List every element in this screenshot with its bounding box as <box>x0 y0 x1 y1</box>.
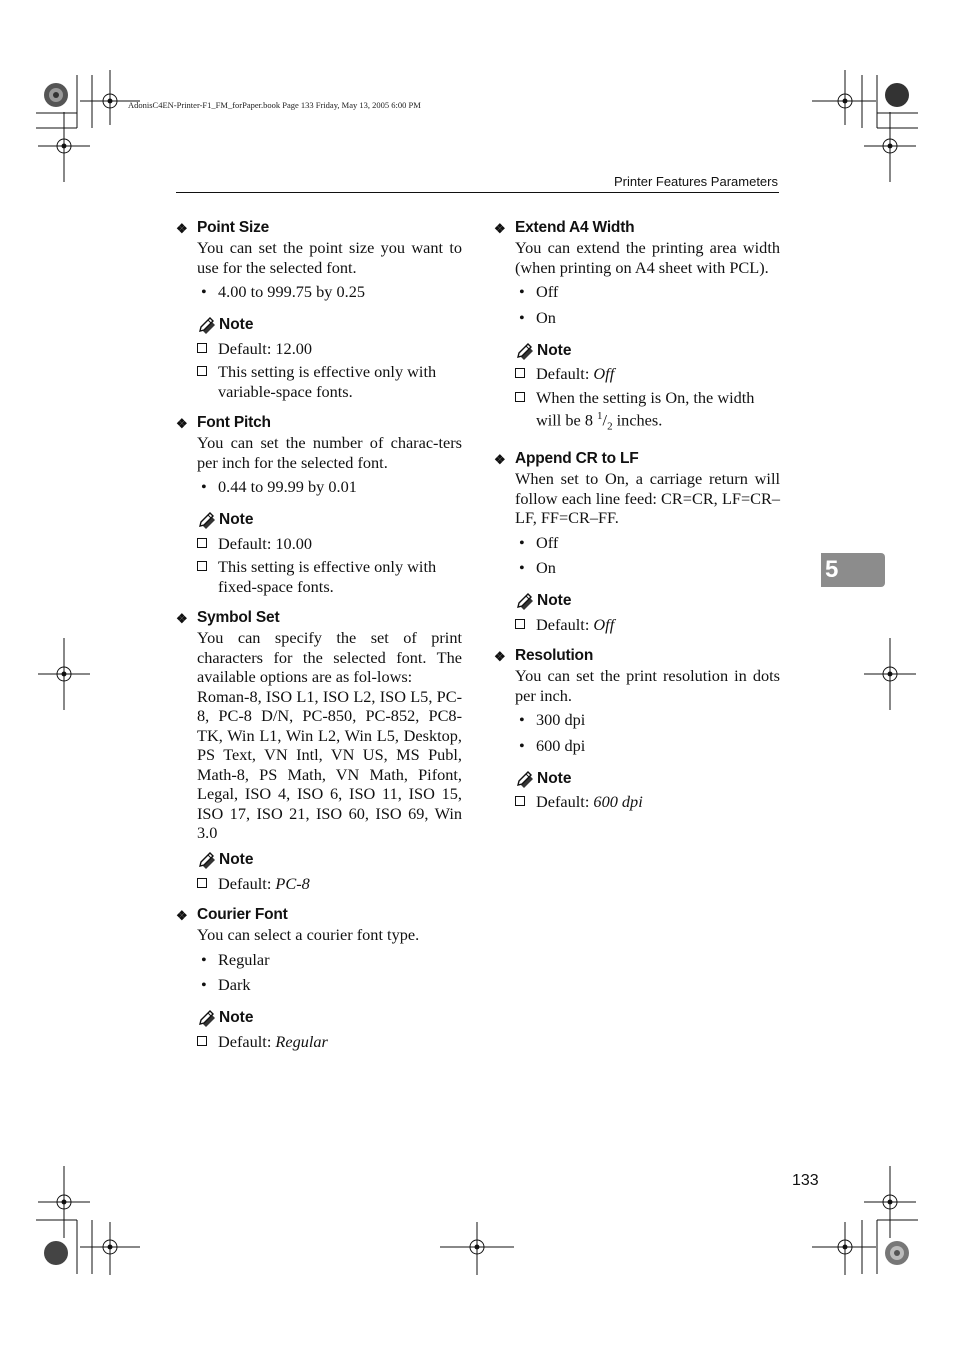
checkbox-icon <box>515 368 525 378</box>
section-description: You can set the print resolution in dots per inch. <box>515 666 780 705</box>
note-text: When the setting is On, the width will be 8 <box>536 387 755 430</box>
option-list <box>197 950 462 1001</box>
pencil-note-icon <box>197 316 219 334</box>
note-item <box>515 615 780 635</box>
note-item <box>197 339 462 359</box>
pencil-note-icon <box>197 1009 219 1027</box>
note-heading <box>197 316 462 335</box>
pencil-note-icon <box>515 342 537 360</box>
fraction-slash: / <box>602 410 608 430</box>
option-item: • Off <box>515 282 780 308</box>
option-item: • 0.44 to 99.99 by 0.01 <box>197 477 462 503</box>
note-block <box>197 511 462 597</box>
parameter-section <box>494 218 780 437</box>
checkbox-icon <box>197 878 207 888</box>
option-item: • Dark <box>197 975 462 1001</box>
diamond-bullet-icon: ❖ <box>494 648 506 664</box>
diamond-bullet-icon: ❖ <box>176 415 188 431</box>
section-heading <box>176 608 462 628</box>
option-item: • Regular <box>197 950 462 976</box>
option-list <box>515 282 780 333</box>
diamond-bullet-icon: ❖ <box>176 220 188 236</box>
note-heading <box>197 1009 462 1028</box>
note-text: Default: <box>536 614 594 634</box>
option-list <box>197 282 462 308</box>
note-item <box>197 1032 462 1052</box>
symbol-set-list: Roman-8, ISO L1, ISO L2, ISO L5, PC-8, PC-8 D/N, PC-850, PC-852, PC8-TK, Win L1, Win L2, Win L5, Desktop, PS Text, VN Intl, VN US, MS Publ, Math-8, PS Math, VN Math, Pifont, Legal, ISO 4, ISO 6, ISO 11, ISO 15, ISO 17, ISO 21, ISO 60, ISO 69, Win 3.0 <box>197 686 462 842</box>
page-number: 133 <box>792 1172 819 1189</box>
note-text: Default: <box>218 1031 276 1051</box>
section-heading <box>176 218 462 238</box>
option-item: • On <box>515 558 780 584</box>
option-item: • 4.00 to 999.75 by 0.25 <box>197 282 462 308</box>
section-heading <box>494 218 780 238</box>
note-block <box>515 769 780 812</box>
chapter-tab: 5 <box>821 553 885 587</box>
section-description: You can set the point size you want to use for the selected font. <box>197 238 462 277</box>
note-item <box>197 557 462 596</box>
checkbox-icon <box>515 619 525 629</box>
parameter-section <box>494 449 780 634</box>
left-column <box>176 218 462 1063</box>
note-item <box>515 792 780 812</box>
section-title: Font Pitch <box>197 414 271 431</box>
note-label: Note <box>219 316 254 333</box>
default-value: PC-8 <box>275 873 310 893</box>
note-heading <box>197 511 462 530</box>
note-label: Note <box>219 1009 254 1026</box>
section-description: You can extend the printing area width (when printing on A4 sheet with PCL). <box>515 238 780 277</box>
option-list <box>515 710 780 761</box>
parameter-section <box>494 646 780 812</box>
note-text: This setting is effective only with fixed-space fonts. <box>218 557 437 596</box>
checkbox-icon <box>197 366 207 376</box>
default-value: 600 dpi <box>593 792 643 812</box>
checkbox-icon <box>197 1036 207 1046</box>
note-label: Note <box>537 341 572 359</box>
note-label: Note <box>537 769 572 787</box>
default-value: Off <box>593 364 615 383</box>
section-title: Point Size <box>197 219 270 236</box>
section-heading <box>494 449 780 469</box>
checkbox-icon <box>515 392 525 402</box>
note-text-suffix: inches. <box>612 410 663 430</box>
section-description: When set to On, a carriage return will follow each line feed: CR=CR, LF=CR–LF, FF=CR–FF. <box>515 469 780 528</box>
note-block <box>515 592 780 635</box>
fraction-denominator: 2 <box>607 420 613 433</box>
parameter-section <box>176 905 462 1051</box>
fraction-numerator: 1 <box>597 410 603 422</box>
pencil-note-icon <box>515 592 537 610</box>
diamond-bullet-icon: ❖ <box>176 907 188 923</box>
option-list <box>515 533 780 584</box>
section-title: Courier Font <box>197 906 288 923</box>
note-label: Note <box>537 592 572 610</box>
note-block <box>197 851 462 894</box>
section-heading <box>176 413 462 433</box>
default-value: Regular <box>275 1031 328 1051</box>
note-text: Default: <box>218 873 276 893</box>
note-heading <box>515 592 780 611</box>
section-heading <box>494 646 780 666</box>
right-column <box>494 218 780 824</box>
header-divider <box>176 192 779 193</box>
note-block <box>197 1009 462 1052</box>
note-text: Default: <box>536 364 594 383</box>
parameter-section <box>176 608 462 893</box>
section-title: Symbol Set <box>197 609 280 626</box>
pencil-note-icon <box>515 770 537 788</box>
section-description: You can set the number of charac-ters per inch for the selected font. <box>197 433 462 472</box>
note-heading <box>515 769 780 788</box>
section-heading <box>176 905 462 925</box>
default-value: Off <box>593 614 615 634</box>
checkbox-icon <box>197 343 207 353</box>
option-item: • Off <box>515 533 780 559</box>
note-text: Default: 12.00 <box>218 338 313 358</box>
checkbox-icon <box>515 796 525 806</box>
diamond-bullet-icon: ❖ <box>494 451 506 467</box>
note-label: Note <box>219 851 254 868</box>
section-title: Append CR to LF <box>515 450 639 468</box>
note-text: Default: 10.00 <box>218 533 313 553</box>
parameter-section <box>176 413 462 596</box>
note-item <box>197 534 462 554</box>
note-item <box>197 874 462 894</box>
option-list <box>197 477 462 503</box>
option-item: • 300 dpi <box>515 710 780 736</box>
checkbox-icon <box>197 561 207 571</box>
pencil-note-icon <box>197 511 219 529</box>
note-heading <box>515 341 780 360</box>
note-text: Default: <box>536 792 594 812</box>
diamond-bullet-icon: ❖ <box>176 610 188 626</box>
section-title: Resolution <box>515 647 594 665</box>
file-info: AdonisC4EN-Printer-F1_FM_forPaper.book Page 133 Friday, May 13, 2005 6:00 PM <box>128 100 421 110</box>
note-item <box>515 388 780 438</box>
section-description: You can specify the set of print characters for the selected font. The available options are as fol-lows: <box>197 628 462 686</box>
note-item <box>515 364 780 384</box>
option-item: • On <box>515 308 780 334</box>
note-label: Note <box>219 511 254 528</box>
section-title: Extend A4 Width <box>515 219 635 236</box>
parameter-section <box>176 218 462 401</box>
option-item: • 600 dpi <box>515 736 780 762</box>
note-heading <box>197 851 462 870</box>
diamond-bullet-icon: ❖ <box>494 220 506 236</box>
note-block <box>515 341 780 437</box>
note-text: This setting is effective only with variable-space fonts. <box>218 362 437 401</box>
note-item <box>197 362 462 401</box>
checkbox-icon <box>197 538 207 548</box>
section-description: You can select a courier font type. <box>197 925 420 944</box>
running-header: Printer Features Parameters <box>613 174 778 189</box>
note-block <box>197 316 462 402</box>
pencil-note-icon <box>197 851 219 869</box>
